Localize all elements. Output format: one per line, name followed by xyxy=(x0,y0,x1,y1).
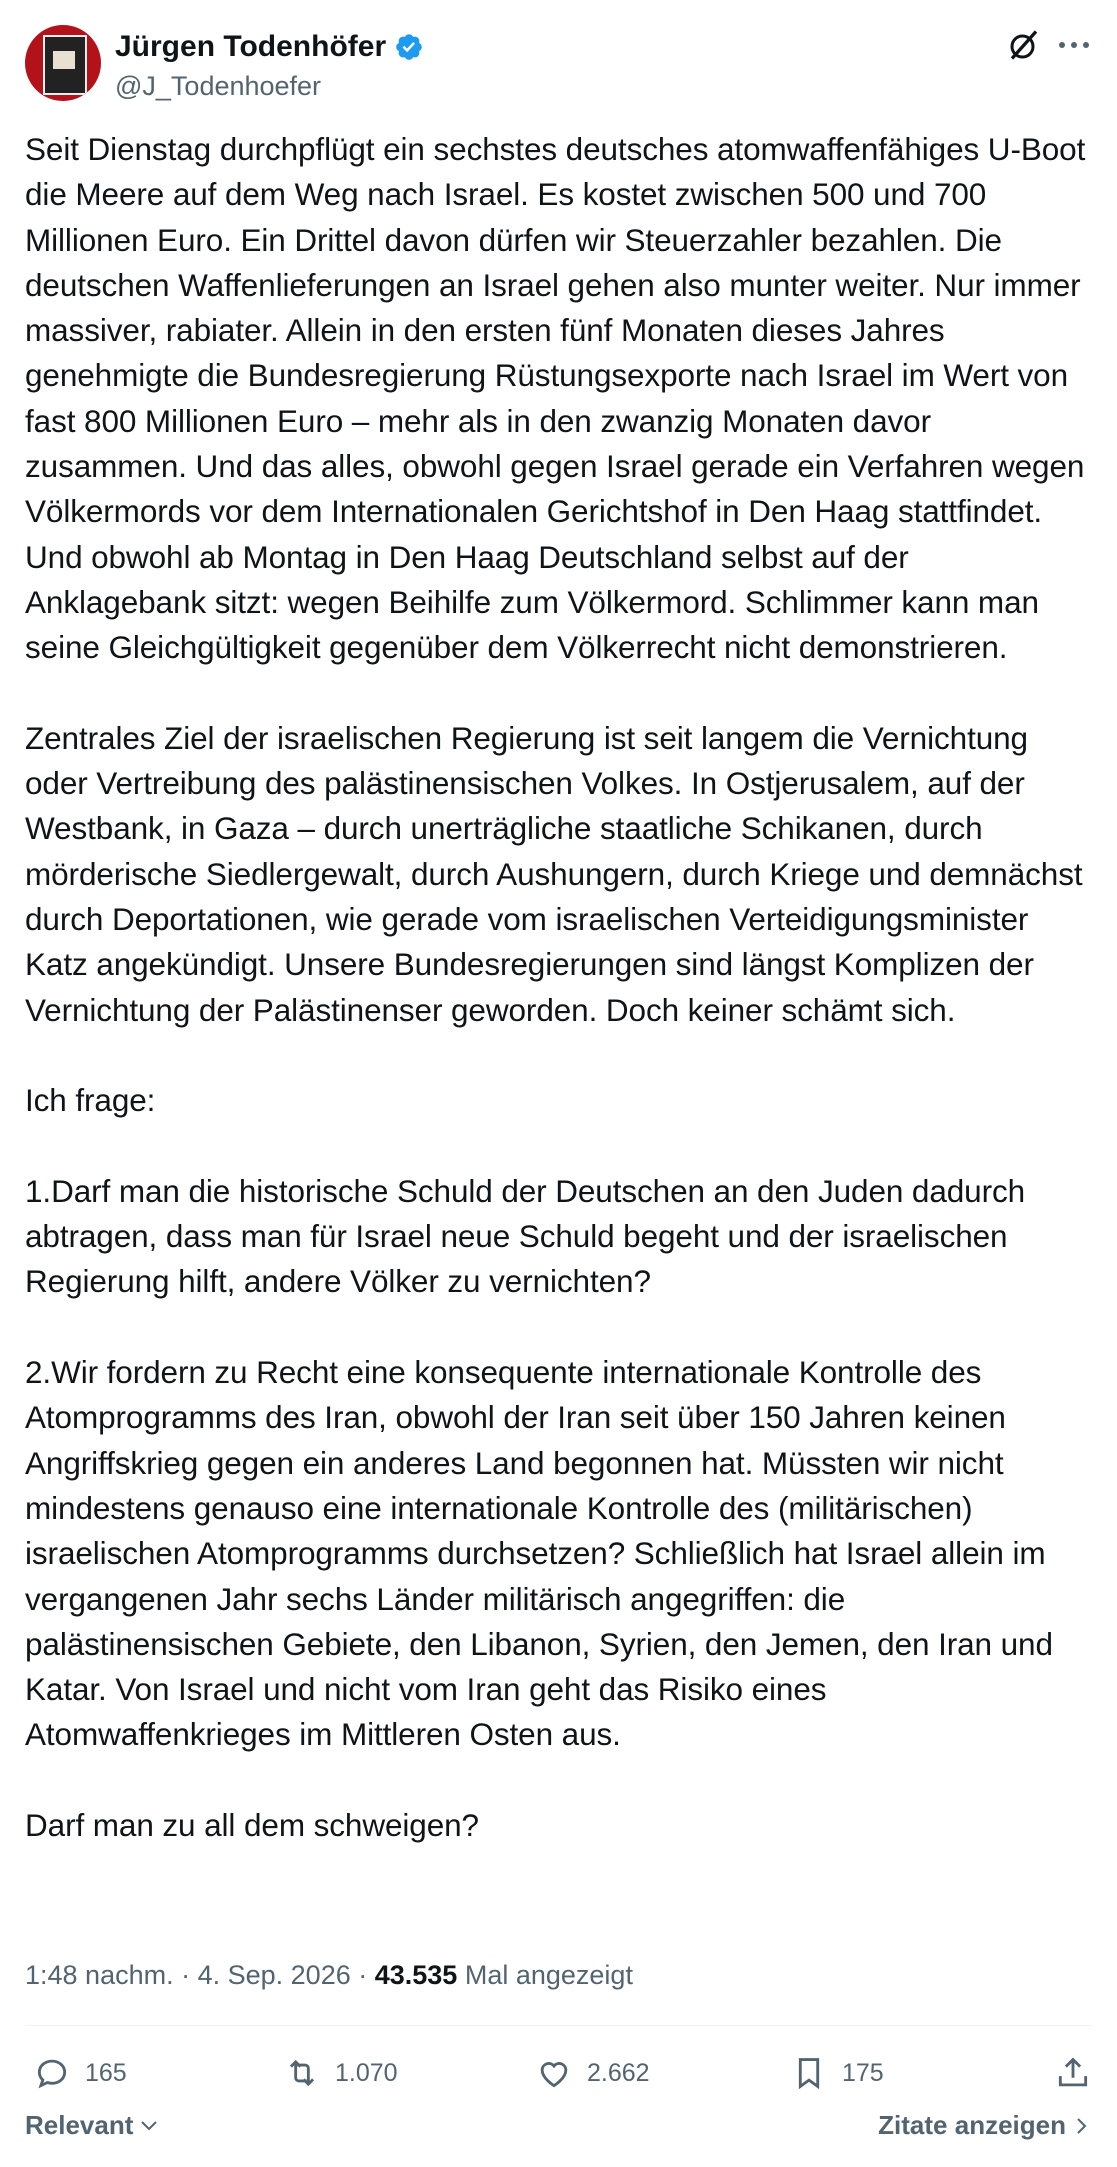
tweet-time[interactable]: 1:48 nachm. xyxy=(25,1960,174,1990)
quotes-label: Zitate anzeigen xyxy=(878,2110,1066,2140)
divider xyxy=(25,2025,1092,2026)
repost-count: 1.070 xyxy=(335,2058,398,2087)
like-button[interactable] xyxy=(535,2045,650,2101)
more-icon[interactable] xyxy=(1056,33,1092,57)
reply-count: 165 xyxy=(85,2058,127,2087)
author-handle[interactable]: @J_Todenhoefer xyxy=(115,71,322,101)
repost-button[interactable] xyxy=(283,2045,398,2101)
sort-dropdown[interactable] xyxy=(25,2110,159,2141)
tweet-meta xyxy=(25,1957,633,1993)
avatar[interactable] xyxy=(25,25,101,101)
views-count: 43.535 xyxy=(374,1960,458,1990)
author-name[interactable]: Jürgen Todenhöfer xyxy=(115,30,387,63)
meta-separator: · xyxy=(173,1960,198,1990)
grok-icon[interactable] xyxy=(1006,27,1042,63)
views-label: Mal angezeigt xyxy=(464,1960,633,1990)
tweet-text: Seit Dienstag durchpflügt ein sechstes deutsches atomwaffenfähiges U-Boot die Meere auf dem Weg nach Israel. Es kostet zwischen 500 und 700 Millionen Euro. Ein Drittel davon dürfen wir Steuerzahler bezahlen. Die deutschen Waffenlieferungen an Israel gehen also munter weiter. Nur immer massiver, rabiater. Allein in den ersten fünf Monaten dieses Jahres genehmigte die Bundesregierung Rüstungsexporte nach Israel im Wert von fast 800 Millionen Euro – mehr als in den zwanzig Monaten davor zusammen. Und das alles, obwohl gegen Israel gerade ein Verfahren wegen Völkermords vor dem Internationalen Gerichtshof in Den Haag stattfindet. Und obwohl ab Montag in Den Haag Deutschland selbst auf der Anklagebank sitzt: wegen Beihilfe zum Völkermord. Schlimmer kann man seine Gleichgültigkeit gegenüber dem Völkerrecht nicht demonstrieren. Zentrales Ziel der israelischen Regierung ist seit langem die Vernichtung oder Vertreibung des palästinensischen Volkes. In Ostjerusalem, auf der Westbank, in Gaza – durch unerträgliche staatliche Schikanen, durch mörderische Siedlergewalt, durch Aushungern, durch Kriege und demnächst durch Deportationen, wie gerade vom israelischen Verteidigungsminister Katz angekündigt. Unsere Bundesregierungen sind längst Komplizen der Vernichtung der Palästinenser geworden. Doch keiner schämt sich. Ich frage: 1.Darf man die historische Schuld der Deutschen an den Juden dadurch abtragen, dass man für Israel neue Schuld begeht und der israelischen Regierung hilft, andere Völker zu vernichten? 2.Wir fordern zu Recht eine konsequente internationale Kontrolle des Atomprogramms des Iran, obwohl der Iran seit über 150 Jahren keinen Angriffskrieg gegen ein anderes Land begonnen hat. Müssten wir nicht mindestens genauso eine internationale Kontrolle des (militärischen) israelischen Atomprogramms durchsetzen? Schließlich hat Israel allein im vergangenen Jahr sechs Länder militärisch angegriffen: die palästinensischen Gebiete, den Libanon, Syrien, den Jemen, den Iran und Katar. Von Israel und nicht vom Iran geht das Risiko eines Atomwaffenkrieges im Mittleren Osten aus. Darf man zu all dem schweigen? xyxy=(25,131,1086,1843)
view-quotes-link[interactable] xyxy=(878,2110,1092,2141)
bookmark-button[interactable] xyxy=(790,2045,884,2101)
sort-label: Relevant xyxy=(25,2110,134,2140)
reply-icon xyxy=(33,2054,71,2092)
share-button[interactable] xyxy=(1054,2045,1092,2101)
action-bar xyxy=(25,2045,1092,2101)
meta-separator-2: · xyxy=(350,1960,375,1990)
bookmark-icon xyxy=(790,2054,828,2092)
verified-badge-icon xyxy=(394,32,424,62)
share-icon xyxy=(1054,2054,1092,2092)
like-icon xyxy=(535,2054,573,2092)
repost-icon xyxy=(283,2054,321,2092)
bookmark-count: 175 xyxy=(842,2058,884,2087)
reply-button[interactable] xyxy=(33,2045,127,2101)
chevron-down-icon xyxy=(139,2116,159,2136)
reply-sort-bar xyxy=(25,2110,1092,2150)
tweet-date[interactable]: 4. Sep. 2026 xyxy=(197,1960,351,1990)
tweet-header xyxy=(25,25,1092,105)
like-count: 2.662 xyxy=(587,2058,650,2087)
author-name-row[interactable] xyxy=(115,29,424,65)
chevron-right-icon xyxy=(1072,2116,1092,2136)
